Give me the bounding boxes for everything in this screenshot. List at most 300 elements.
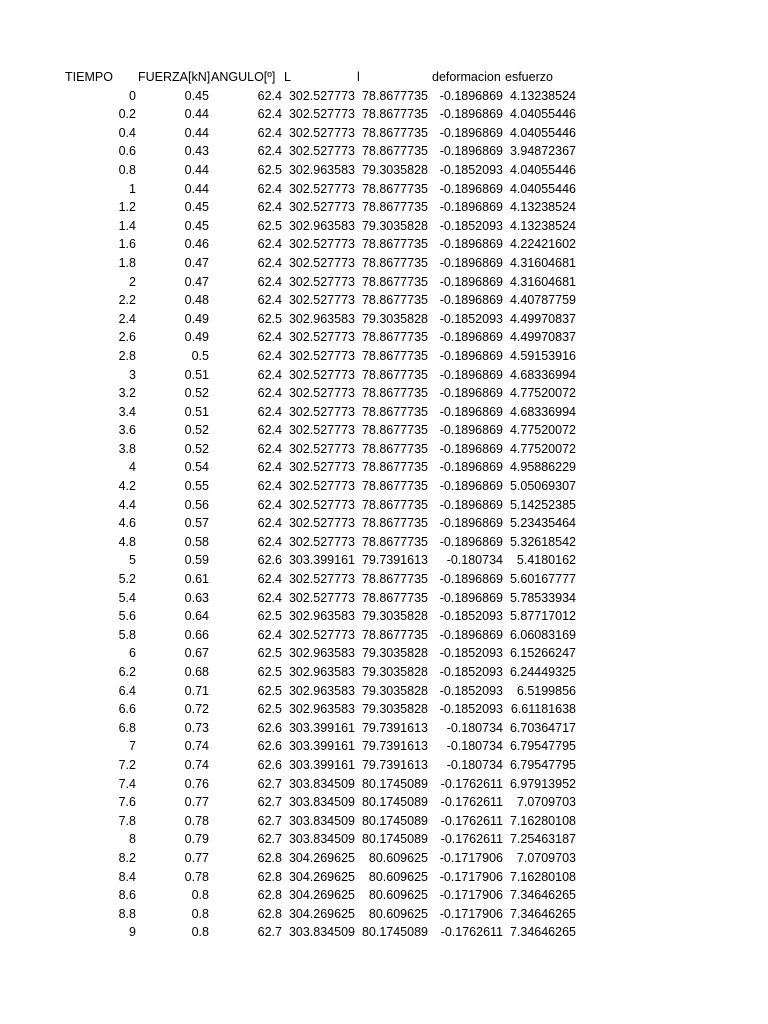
cell-fuerza: 0.74 — [184, 739, 209, 754]
cell-angulo: 62.6 — [257, 553, 282, 568]
cell-esfuerzo: 4.77520072 — [509, 386, 576, 401]
cell-esfuerzo: 6.61181638 — [510, 702, 576, 717]
table-row — [0, 254, 768, 273]
table-row — [0, 477, 768, 496]
cell-deformacion: -0.1896869 — [439, 479, 503, 494]
cell-deformacion: -0.1717906 — [439, 888, 503, 903]
cell-L: 302.527773 — [288, 293, 355, 308]
cell-esfuerzo: 6.24449325 — [509, 665, 576, 679]
cell-esfuerzo: 6.5199856 — [516, 683, 576, 698]
cell-angulo: 62.4 — [257, 404, 282, 419]
cell-deformacion: -0.1762611 — [440, 925, 503, 940]
cell-L: 302.963583 — [288, 311, 355, 326]
cell-fuerza: 0.71 — [184, 683, 209, 698]
cell-tiempo: 0.4 — [118, 125, 136, 140]
cell-tiempo: 4.6 — [118, 516, 136, 531]
table-row — [0, 923, 768, 942]
cell-L: 302.527773 — [288, 534, 355, 549]
cell-deformacion: -0.1896869 — [439, 534, 503, 549]
cell-tiempo: 6.6 — [118, 702, 136, 717]
cell-L: 303.834509 — [288, 795, 355, 810]
cell-L: 303.399161 — [288, 739, 355, 754]
cell-esfuerzo: 4.13238524 — [509, 200, 576, 215]
cell-tiempo: 1.8 — [118, 255, 136, 270]
cell-l: 78.8677735 — [361, 237, 428, 252]
cell-esfuerzo: 4.04055446 — [509, 181, 576, 196]
cell-L: 302.963583 — [288, 218, 355, 233]
cell-angulo: 62.4 — [257, 479, 282, 494]
cell-L: 302.527773 — [288, 348, 355, 363]
cell-fuerza: 0.45 — [184, 88, 209, 103]
cell-angulo: 62.5 — [257, 665, 282, 679]
cell-deformacion: -0.180734 — [446, 739, 503, 754]
cell-l: 79.7391613 — [361, 720, 428, 735]
cell-L: 302.527773 — [288, 386, 355, 401]
cell-deformacion: -0.1896869 — [439, 590, 503, 605]
cell-tiempo: 2.6 — [118, 330, 136, 345]
cell-angulo: 62.4 — [257, 88, 282, 103]
cell-L: 303.834509 — [288, 776, 355, 791]
cell-tiempo: 6.8 — [118, 720, 136, 735]
table-row — [0, 663, 768, 682]
cell-angulo: 62.8 — [257, 906, 282, 921]
table-body — [0, 87, 768, 942]
cell-fuerza: 0.5 — [191, 348, 209, 363]
cell-fuerza: 0.61 — [184, 572, 209, 587]
cell-angulo: 62.4 — [257, 627, 282, 642]
cell-deformacion: -0.1896869 — [439, 441, 503, 456]
cell-angulo: 62.7 — [257, 832, 282, 847]
cell-esfuerzo: 5.60167777 — [509, 572, 576, 587]
cell-angulo: 62.4 — [257, 367, 282, 382]
cell-tiempo: 4.8 — [118, 534, 136, 549]
cell-angulo: 62.4 — [257, 572, 282, 587]
cell-angulo: 62.7 — [257, 925, 282, 940]
cell-deformacion: -0.1896869 — [439, 423, 503, 438]
cell-deformacion: -0.1896869 — [439, 460, 503, 475]
cell-deformacion: -0.180734 — [446, 553, 503, 568]
cell-deformacion: -0.1896869 — [439, 497, 503, 512]
cell-angulo: 62.4 — [257, 534, 282, 549]
cell-L: 302.527773 — [288, 404, 355, 419]
header-row — [0, 68, 768, 87]
cell-angulo: 62.8 — [257, 850, 282, 865]
table-row — [0, 868, 768, 887]
table-row — [0, 328, 768, 347]
cell-l: 80.609625 — [368, 850, 428, 865]
cell-deformacion: -0.1852093 — [439, 683, 503, 698]
cell-tiempo: 1.2 — [118, 200, 136, 215]
cell-fuerza: 0.45 — [184, 218, 209, 233]
header-l: l — [357, 70, 360, 84]
cell-L: 302.527773 — [288, 181, 355, 196]
table-row — [0, 87, 768, 106]
header-fuerza: FUERZA[kN] — [138, 70, 211, 84]
cell-L: 302.527773 — [288, 572, 355, 587]
cell-esfuerzo: 6.70364717 — [509, 720, 576, 735]
table-row — [0, 496, 768, 515]
cell-angulo: 62.5 — [257, 162, 282, 177]
cell-fuerza: 0.72 — [184, 702, 209, 717]
cell-esfuerzo: 6.79547795 — [509, 757, 576, 772]
cell-fuerza: 0.51 — [184, 404, 209, 419]
cell-angulo: 62.4 — [257, 516, 282, 531]
cell-angulo: 62.5 — [257, 702, 282, 717]
cell-deformacion: -0.1896869 — [439, 125, 503, 140]
cell-L: 302.527773 — [288, 479, 355, 494]
cell-l: 80.609625 — [368, 888, 428, 903]
table-row — [0, 589, 768, 608]
cell-deformacion: -0.1852093 — [439, 665, 503, 679]
table-row — [0, 161, 768, 180]
table-row — [0, 886, 768, 905]
cell-L: 303.399161 — [288, 720, 355, 735]
cell-tiempo: 3.4 — [118, 404, 136, 419]
cell-fuerza: 0.58 — [184, 534, 209, 549]
cell-L: 302.527773 — [288, 330, 355, 345]
cell-L: 304.269625 — [288, 869, 355, 884]
cell-fuerza: 0.47 — [184, 274, 209, 289]
cell-angulo: 62.4 — [257, 590, 282, 605]
table-row — [0, 756, 768, 775]
cell-fuerza: 0.48 — [184, 293, 209, 308]
table-row — [0, 105, 768, 124]
cell-esfuerzo: 3.94872367 — [509, 144, 576, 159]
header-deformacion: deformacion — [432, 70, 501, 84]
cell-tiempo: 0.6 — [118, 144, 136, 159]
cell-deformacion: -0.1852093 — [439, 609, 503, 624]
cell-angulo: 62.4 — [257, 460, 282, 475]
cell-fuerza: 0.78 — [184, 869, 209, 884]
cell-angulo: 62.4 — [257, 144, 282, 159]
table-row — [0, 626, 768, 645]
cell-tiempo: 7.6 — [118, 795, 136, 810]
cell-l: 78.8677735 — [361, 534, 428, 549]
cell-l: 78.8677735 — [361, 423, 428, 438]
cell-deformacion: -0.1852093 — [439, 646, 503, 661]
cell-L: 303.834509 — [288, 813, 355, 828]
cell-deformacion: -0.1896869 — [439, 200, 503, 215]
cell-esfuerzo: 5.4180162 — [516, 553, 576, 568]
cell-angulo: 62.5 — [257, 646, 282, 661]
cell-esfuerzo: 4.68336994 — [509, 404, 576, 419]
cell-deformacion: -0.1896869 — [439, 237, 503, 252]
cell-angulo: 62.4 — [257, 274, 282, 289]
cell-angulo: 62.4 — [257, 200, 282, 215]
cell-esfuerzo: 7.0709703 — [516, 850, 576, 865]
cell-l: 78.8677735 — [361, 497, 428, 512]
table-row — [0, 812, 768, 831]
cell-tiempo: 2.4 — [118, 311, 136, 326]
cell-l: 78.8677735 — [361, 441, 428, 456]
cell-fuerza: 0.47 — [184, 255, 209, 270]
cell-tiempo: 1.6 — [118, 237, 136, 252]
table-row — [0, 700, 768, 719]
cell-L: 302.527773 — [288, 255, 355, 270]
cell-L: 303.399161 — [288, 553, 355, 568]
cell-l: 78.8677735 — [361, 293, 428, 308]
cell-l: 79.3035828 — [361, 609, 428, 624]
cell-angulo: 62.4 — [257, 441, 282, 456]
cell-l: 79.3035828 — [361, 702, 428, 717]
cell-tiempo: 3.8 — [118, 441, 136, 456]
cell-tiempo: 2.8 — [118, 348, 136, 363]
cell-tiempo: 6.4 — [118, 683, 136, 698]
header-L: L — [284, 70, 291, 84]
cell-deformacion: -0.1896869 — [439, 516, 503, 531]
cell-tiempo: 0 — [129, 88, 136, 103]
table-row — [0, 551, 768, 570]
cell-deformacion: -0.1896869 — [439, 572, 503, 587]
cell-l: 79.3035828 — [361, 683, 428, 698]
cell-L: 302.527773 — [288, 516, 355, 531]
cell-L: 302.527773 — [288, 497, 355, 512]
table-row — [0, 273, 768, 292]
cell-esfuerzo: 4.49970837 — [509, 330, 576, 345]
cell-l: 80.1745089 — [361, 813, 428, 828]
cell-deformacion: -0.1896869 — [439, 144, 503, 159]
cell-tiempo: 8.6 — [118, 888, 136, 903]
cell-tiempo: 8 — [129, 832, 136, 847]
cell-l: 79.7391613 — [361, 757, 428, 772]
cell-esfuerzo: 4.04055446 — [509, 107, 576, 122]
cell-fuerza: 0.55 — [184, 479, 209, 494]
cell-tiempo: 7.8 — [118, 813, 136, 828]
cell-esfuerzo: 5.32618542 — [509, 534, 576, 549]
cell-deformacion: -0.1762611 — [440, 813, 503, 828]
cell-l: 78.8677735 — [361, 627, 428, 642]
table-row — [0, 458, 768, 477]
cell-angulo: 62.8 — [257, 888, 282, 903]
cell-esfuerzo: 7.34646265 — [509, 925, 576, 940]
cell-esfuerzo: 7.16280108 — [509, 813, 576, 828]
cell-L: 302.527773 — [288, 144, 355, 159]
table-row — [0, 849, 768, 868]
cell-fuerza: 0.49 — [184, 330, 209, 345]
cell-angulo: 62.4 — [257, 348, 282, 363]
cell-angulo: 62.7 — [257, 776, 282, 791]
cell-L: 302.527773 — [288, 423, 355, 438]
cell-esfuerzo: 4.77520072 — [509, 441, 576, 456]
cell-deformacion: -0.1896869 — [439, 88, 503, 103]
cell-tiempo: 8.4 — [118, 869, 136, 884]
cell-angulo: 62.5 — [257, 683, 282, 698]
cell-L: 303.834509 — [288, 925, 355, 940]
cell-esfuerzo: 5.78533934 — [509, 590, 576, 605]
cell-angulo: 62.4 — [257, 423, 282, 438]
table-row — [0, 291, 768, 310]
table-row — [0, 310, 768, 329]
cell-tiempo: 4 — [129, 460, 136, 475]
cell-fuerza: 0.59 — [184, 553, 209, 568]
cell-l: 78.8677735 — [361, 330, 428, 345]
cell-l: 78.8677735 — [361, 107, 428, 122]
cell-l: 78.8677735 — [361, 255, 428, 270]
cell-l: 80.1745089 — [361, 795, 428, 810]
cell-esfuerzo: 4.04055446 — [509, 162, 576, 177]
cell-fuerza: 0.45 — [184, 200, 209, 215]
table-row — [0, 644, 768, 663]
cell-fuerza: 0.8 — [191, 888, 209, 903]
cell-angulo: 62.5 — [257, 218, 282, 233]
table-row — [0, 514, 768, 533]
cell-fuerza: 0.77 — [184, 795, 209, 810]
cell-esfuerzo: 5.23435464 — [509, 516, 576, 531]
cell-tiempo: 3.6 — [118, 423, 136, 438]
cell-deformacion: -0.1896869 — [439, 404, 503, 419]
cell-deformacion: -0.1762611 — [440, 795, 503, 810]
cell-deformacion: -0.1896869 — [439, 386, 503, 401]
cell-deformacion: -0.1896869 — [439, 274, 503, 289]
cell-esfuerzo: 5.05069307 — [509, 479, 576, 494]
cell-l: 78.8677735 — [361, 460, 428, 475]
cell-l: 79.3035828 — [361, 665, 428, 679]
cell-esfuerzo: 4.40787759 — [509, 293, 576, 308]
cell-angulo: 62.4 — [257, 237, 282, 252]
cell-L: 302.527773 — [288, 125, 355, 140]
cell-tiempo: 0.8 — [118, 162, 136, 177]
cell-deformacion: -0.1896869 — [439, 181, 503, 196]
cell-fuerza: 0.8 — [191, 925, 209, 940]
cell-L: 302.527773 — [288, 460, 355, 475]
cell-L: 302.963583 — [288, 665, 355, 679]
cell-l: 78.8677735 — [361, 386, 428, 401]
cell-l: 79.7391613 — [361, 739, 428, 754]
cell-deformacion: -0.1896869 — [439, 367, 503, 382]
header-tiempo: TIEMPO — [65, 70, 113, 84]
header-esfuerzo: esfuerzo — [505, 70, 553, 84]
cell-tiempo: 5 — [129, 553, 136, 568]
cell-deformacion: -0.1762611 — [440, 776, 503, 791]
cell-tiempo: 5.6 — [118, 609, 136, 624]
table-row — [0, 198, 768, 217]
cell-esfuerzo: 7.34646265 — [509, 888, 576, 903]
cell-tiempo: 6.2 — [118, 665, 136, 679]
cell-deformacion: -0.180734 — [446, 757, 503, 772]
cell-deformacion: -0.1852093 — [439, 702, 503, 717]
table-row — [0, 421, 768, 440]
cell-deformacion: -0.180734 — [446, 720, 503, 735]
cell-deformacion: -0.1717906 — [439, 906, 503, 921]
cell-esfuerzo: 6.06083169 — [509, 627, 576, 642]
cell-tiempo: 1.4 — [118, 218, 136, 233]
cell-fuerza: 0.51 — [184, 367, 209, 382]
cell-l: 79.3035828 — [361, 162, 428, 177]
table-row — [0, 682, 768, 701]
cell-angulo: 62.4 — [257, 386, 282, 401]
cell-deformacion: -0.1762611 — [440, 832, 503, 847]
cell-esfuerzo: 4.13238524 — [509, 88, 576, 103]
cell-L: 303.834509 — [288, 832, 355, 847]
table-row — [0, 793, 768, 812]
table-row — [0, 142, 768, 161]
cell-deformacion: -0.1896869 — [439, 627, 503, 642]
cell-tiempo: 9 — [129, 925, 136, 940]
cell-tiempo: 3 — [129, 367, 136, 382]
cell-esfuerzo: 7.25463187 — [509, 832, 576, 847]
cell-deformacion: -0.1896869 — [439, 255, 503, 270]
cell-angulo: 62.4 — [257, 293, 282, 308]
cell-tiempo: 5.4 — [118, 590, 136, 605]
cell-fuerza: 0.44 — [184, 107, 209, 122]
cell-fuerza: 0.54 — [184, 460, 209, 475]
cell-l: 78.8677735 — [361, 200, 428, 215]
cell-fuerza: 0.64 — [184, 609, 209, 624]
cell-esfuerzo: 5.87717012 — [509, 609, 576, 624]
cell-tiempo: 7.4 — [118, 776, 136, 791]
cell-tiempo: 2 — [129, 274, 136, 289]
cell-angulo: 62.6 — [257, 720, 282, 735]
cell-esfuerzo: 5.14252385 — [509, 497, 576, 512]
cell-angulo: 62.8 — [257, 869, 282, 884]
cell-l: 80.1745089 — [361, 776, 428, 791]
cell-l: 79.3035828 — [361, 218, 428, 233]
cell-l: 78.8677735 — [361, 181, 428, 196]
cell-tiempo: 5.2 — [118, 572, 136, 587]
cell-angulo: 62.4 — [257, 497, 282, 512]
cell-L: 302.963583 — [288, 702, 355, 717]
table-row — [0, 830, 768, 849]
cell-l: 79.7391613 — [361, 553, 428, 568]
cell-L: 303.399161 — [288, 757, 355, 772]
cell-L: 302.527773 — [288, 200, 355, 215]
cell-fuerza: 0.74 — [184, 757, 209, 772]
cell-tiempo: 4.2 — [118, 479, 136, 494]
cell-l: 79.3035828 — [361, 646, 428, 661]
cell-L: 304.269625 — [288, 850, 355, 865]
cell-l: 78.8677735 — [361, 516, 428, 531]
cell-l: 78.8677735 — [361, 404, 428, 419]
cell-l: 78.8677735 — [361, 274, 428, 289]
cell-fuerza: 0.52 — [184, 441, 209, 456]
cell-esfuerzo: 4.13238524 — [509, 218, 576, 233]
cell-fuerza: 0.67 — [184, 646, 209, 661]
cell-esfuerzo: 4.59153916 — [509, 348, 576, 363]
cell-deformacion: -0.1717906 — [439, 869, 503, 884]
cell-fuerza: 0.63 — [184, 590, 209, 605]
cell-deformacion: -0.1896869 — [439, 330, 503, 345]
cell-L: 302.963583 — [288, 646, 355, 661]
cell-fuerza: 0.68 — [184, 665, 209, 679]
cell-deformacion: -0.1896869 — [439, 348, 503, 363]
cell-L: 302.527773 — [288, 274, 355, 289]
cell-l: 78.8677735 — [361, 479, 428, 494]
cell-esfuerzo: 4.31604681 — [509, 255, 576, 270]
cell-L: 302.527773 — [288, 441, 355, 456]
table-row — [0, 570, 768, 589]
cell-l: 78.8677735 — [361, 125, 428, 140]
cell-esfuerzo: 4.68336994 — [509, 367, 576, 382]
cell-tiempo: 7.2 — [118, 757, 136, 772]
cell-fuerza: 0.76 — [184, 776, 209, 791]
cell-angulo: 62.4 — [257, 107, 282, 122]
cell-L: 304.269625 — [288, 906, 355, 921]
table-row — [0, 737, 768, 756]
cell-L: 302.527773 — [288, 237, 355, 252]
cell-tiempo: 8.8 — [118, 906, 136, 921]
cell-l: 80.609625 — [368, 906, 428, 921]
table-row — [0, 384, 768, 403]
cell-esfuerzo: 4.49970837 — [509, 311, 576, 326]
cell-fuerza: 0.77 — [184, 850, 209, 865]
cell-l: 78.8677735 — [361, 590, 428, 605]
cell-fuerza: 0.44 — [184, 125, 209, 140]
cell-l: 78.8677735 — [361, 367, 428, 382]
cell-angulo: 62.4 — [257, 125, 282, 140]
cell-angulo: 62.6 — [257, 739, 282, 754]
cell-L: 302.527773 — [288, 627, 355, 642]
cell-fuerza: 0.49 — [184, 311, 209, 326]
